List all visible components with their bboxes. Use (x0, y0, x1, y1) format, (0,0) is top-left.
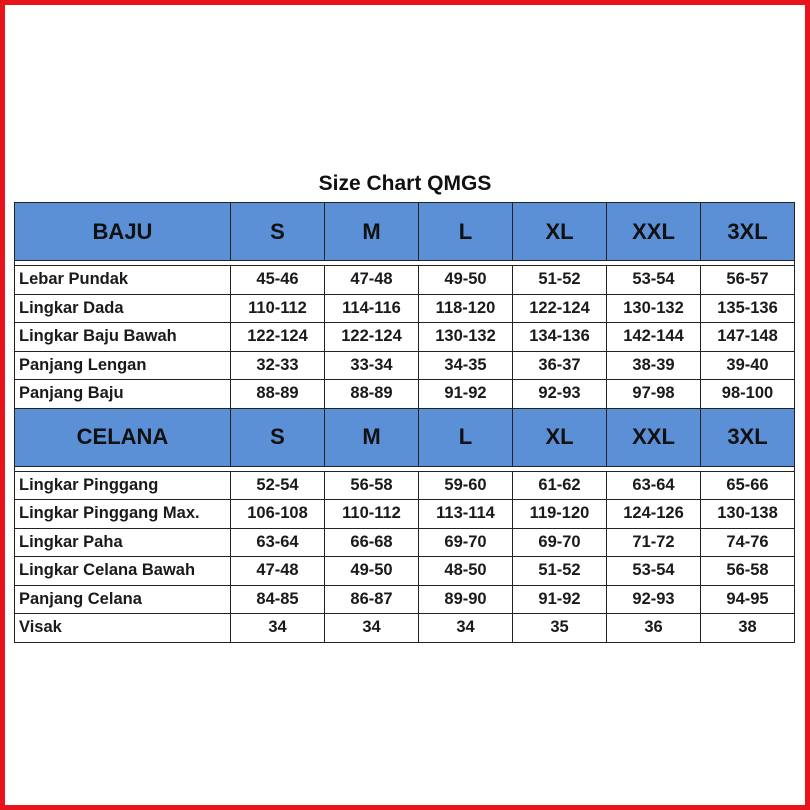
measurement-value: 49-50 (419, 266, 513, 295)
measurement-value: 45-46 (231, 266, 325, 295)
measurement-value: 34 (231, 614, 325, 643)
table-row (15, 351, 795, 380)
size-header: S (231, 203, 325, 261)
measurement-value: 86-87 (325, 585, 419, 614)
size-chart-body (15, 203, 795, 643)
size-header: 3XL (701, 408, 795, 466)
measurement-label: Panjang Lengan (15, 351, 231, 380)
measurement-value: 66-68 (325, 528, 419, 557)
measurement-value: 130-132 (419, 323, 513, 352)
measurement-label: Lingkar Celana Bawah (15, 557, 231, 586)
measurement-value: 47-48 (231, 557, 325, 586)
measurement-label: Visak (15, 614, 231, 643)
measurement-value: 63-64 (231, 528, 325, 557)
measurement-value: 91-92 (513, 585, 607, 614)
size-header: XL (513, 203, 607, 261)
table-row (15, 500, 795, 529)
measurement-value: 118-120 (419, 294, 513, 323)
measurement-value: 92-93 (513, 380, 607, 409)
measurement-value: 34-35 (419, 351, 513, 380)
measurement-value: 69-70 (419, 528, 513, 557)
measurement-label: Panjang Celana (15, 585, 231, 614)
table-row (15, 266, 795, 295)
page-title: Size Chart QMGS (318, 172, 492, 195)
measurement-value: 97-98 (607, 380, 701, 409)
table-row (15, 294, 795, 323)
measurement-value: 61-62 (513, 471, 607, 500)
measurement-value: 130-138 (701, 500, 795, 529)
measurement-value: 48-50 (419, 557, 513, 586)
measurement-value: 88-89 (325, 380, 419, 409)
measurement-value: 91-92 (419, 380, 513, 409)
measurement-value: 65-66 (701, 471, 795, 500)
measurement-value: 89-90 (419, 585, 513, 614)
measurement-value: 38-39 (607, 351, 701, 380)
measurement-value: 113-114 (419, 500, 513, 529)
size-header: XL (513, 408, 607, 466)
measurement-value: 84-85 (231, 585, 325, 614)
measurement-value: 71-72 (607, 528, 701, 557)
size-header: XXL (607, 408, 701, 466)
measurement-value: 34 (325, 614, 419, 643)
measurement-value: 36 (607, 614, 701, 643)
table-row (15, 471, 795, 500)
measurement-value: 94-95 (701, 585, 795, 614)
measurement-value: 142-144 (607, 323, 701, 352)
measurement-value: 59-60 (419, 471, 513, 500)
measurement-value: 98-100 (701, 380, 795, 409)
measurement-value: 56-58 (325, 471, 419, 500)
measurement-value: 122-124 (325, 323, 419, 352)
size-header: L (419, 408, 513, 466)
measurement-label: Lebar Pundak (15, 266, 231, 295)
section-title: CELANA (15, 408, 231, 466)
size-header: S (231, 408, 325, 466)
section-title: BAJU (15, 203, 231, 261)
measurement-value: 88-89 (231, 380, 325, 409)
measurement-label: Panjang Baju (15, 380, 231, 409)
measurement-value: 51-52 (513, 266, 607, 295)
measurement-value: 32-33 (231, 351, 325, 380)
section-header-celana (15, 408, 795, 466)
table-row (15, 380, 795, 409)
measurement-value: 39-40 (701, 351, 795, 380)
measurement-value: 51-52 (513, 557, 607, 586)
measurement-value: 119-120 (513, 500, 607, 529)
measurement-value: 63-64 (607, 471, 701, 500)
measurement-value: 124-126 (607, 500, 701, 529)
table-row (15, 614, 795, 643)
measurement-value: 47-48 (325, 266, 419, 295)
table-row (15, 323, 795, 352)
measurement-value: 33-34 (325, 351, 419, 380)
measurement-value: 122-124 (513, 294, 607, 323)
measurement-value: 110-112 (231, 294, 325, 323)
table-row (15, 585, 795, 614)
measurement-value: 53-54 (607, 557, 701, 586)
measurement-value: 92-93 (607, 585, 701, 614)
size-header: M (325, 203, 419, 261)
size-header: 3XL (701, 203, 795, 261)
measurement-value: 49-50 (325, 557, 419, 586)
size-header: M (325, 408, 419, 466)
measurement-value: 36-37 (513, 351, 607, 380)
measurement-value: 135-136 (701, 294, 795, 323)
measurement-value: 134-136 (513, 323, 607, 352)
measurement-label: Lingkar Pinggang Max. (15, 500, 231, 529)
measurement-value: 106-108 (231, 500, 325, 529)
size-chart-table (14, 202, 795, 643)
table-row (15, 557, 795, 586)
measurement-value: 52-54 (231, 471, 325, 500)
measurement-value: 69-70 (513, 528, 607, 557)
measurement-value: 122-124 (231, 323, 325, 352)
measurement-value: 35 (513, 614, 607, 643)
measurement-value: 114-116 (325, 294, 419, 323)
measurement-value: 147-148 (701, 323, 795, 352)
section-header-baju (15, 203, 795, 261)
measurement-value: 56-58 (701, 557, 795, 586)
measurement-value: 53-54 (607, 266, 701, 295)
size-header: L (419, 203, 513, 261)
measurement-value: 74-76 (701, 528, 795, 557)
measurement-label: Lingkar Baju Bawah (15, 323, 231, 352)
table-row (15, 528, 795, 557)
measurement-value: 34 (419, 614, 513, 643)
measurement-label: Lingkar Pinggang (15, 471, 231, 500)
measurement-value: 56-57 (701, 266, 795, 295)
measurement-label: Lingkar Paha (15, 528, 231, 557)
measurement-label: Lingkar Dada (15, 294, 231, 323)
measurement-value: 130-132 (607, 294, 701, 323)
measurement-value: 38 (701, 614, 795, 643)
measurement-value: 110-112 (325, 500, 419, 529)
size-header: XXL (607, 203, 701, 261)
